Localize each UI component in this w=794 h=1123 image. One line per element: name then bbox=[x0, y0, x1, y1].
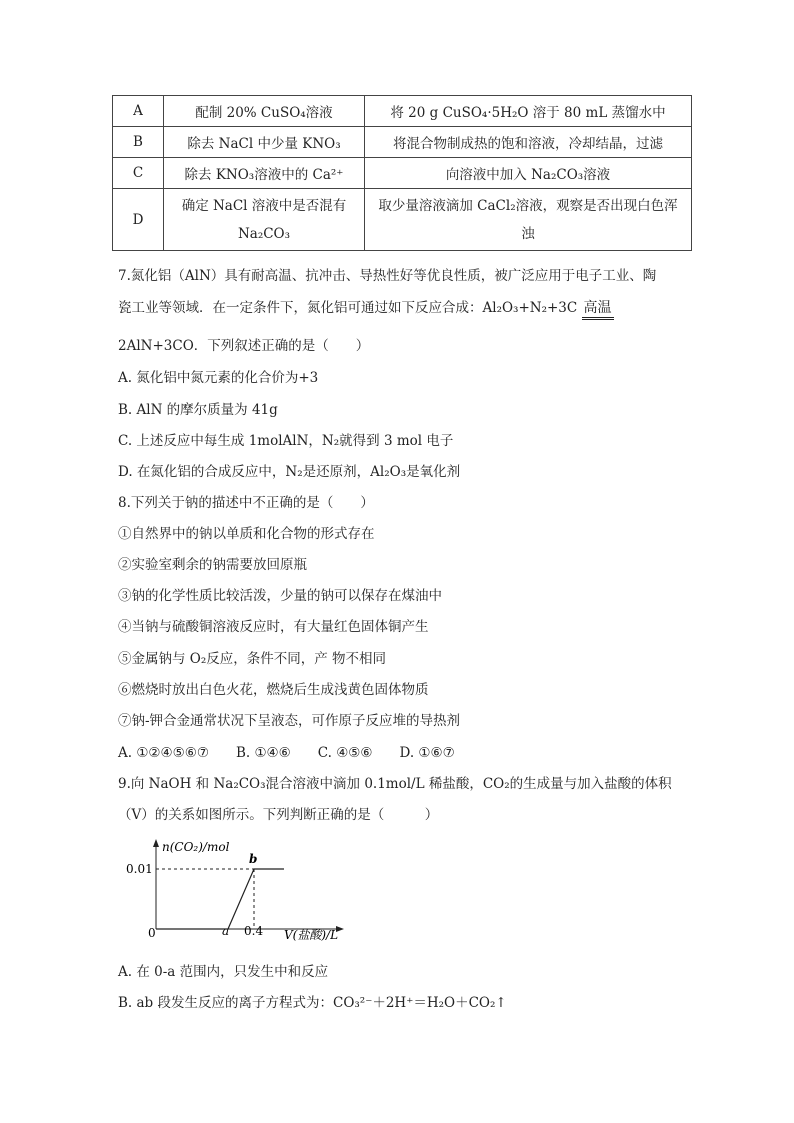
experiment-table bbox=[112, 95, 692, 251]
row-method: 向溶液中加入 Na₂CO₃溶液 bbox=[365, 158, 692, 189]
table-row bbox=[113, 96, 692, 127]
x-axis-label: V(盐酸)/L bbox=[284, 928, 339, 942]
q8-item: ④当钠与硫酸铜溶液反应时，有大量红色固体铜产生 bbox=[118, 619, 429, 635]
co2-volume-chart bbox=[118, 835, 358, 947]
q9-stem-line2: （V）的关系如图所示。下列判断正确的是（ ） bbox=[118, 807, 439, 823]
q8-item: ⑦钠-钾合金通常状况下呈液态，可作原子反应堆的导热剂 bbox=[118, 713, 461, 729]
row-method-line: 浊 bbox=[521, 225, 535, 242]
q8-item: ⑤金属钠与 O₂反应，条件不同，产 物不相同 bbox=[118, 651, 387, 667]
row-operation-line: 确定 NaCl 溶液中是否混有 bbox=[181, 197, 347, 214]
q7-option-d: D. 在氮化铝的合成反应中，N₂是还原剂，Al₂O₃是氧化剂 bbox=[118, 464, 461, 480]
q8-item: ③钠的化学性质比较活泼，少量的钠可以保存在煤油中 bbox=[118, 588, 442, 604]
row-operation: 除去 KNO₃溶液中的 Ca²⁺ bbox=[164, 158, 365, 189]
row-operation: 配制 20% CuSO₄溶液 bbox=[164, 96, 365, 127]
row-method: 将混合物制成热的饱和溶液，冷却结晶，过滤 bbox=[365, 127, 692, 158]
row-operation bbox=[164, 189, 365, 251]
row-method bbox=[365, 189, 692, 251]
q8-item: ①自然界中的钠以单质和化合物的形式存在 bbox=[118, 526, 375, 542]
row-operation-line: Na₂CO₃ bbox=[237, 225, 291, 242]
q7-stem-line2 bbox=[118, 296, 614, 320]
row-method: 将 20 g CuSO₄·5H₂O 溶于 80 mL 蒸馏水中 bbox=[365, 96, 692, 127]
q7-equation-left: 瓷工业等领域．在一定条件下，氮化铝可通过如下反应合成：Al₂O₃+N₂+3C bbox=[118, 300, 578, 316]
row-key: A bbox=[113, 96, 164, 127]
q7-option-a: A. 氮化铝中氮元素的化合价为+3 bbox=[118, 370, 319, 386]
co2-series-line bbox=[156, 869, 284, 929]
table-row bbox=[113, 127, 692, 158]
q9-stem-line1: 9.向 NaOH 和 Na₂CO₃混合溶液中滴加 0.1mol/L 稀盐酸，CO₂的生成量与加入盐酸的体积 bbox=[118, 776, 672, 792]
row-key: C bbox=[113, 158, 164, 189]
table-row bbox=[113, 189, 692, 251]
q9-option-a: A. 在 0-a 范围内，只发生中和反应 bbox=[118, 964, 329, 980]
q8-item: ⑥燃烧时放出白色火花，燃烧后生成浅黄色固体物质 bbox=[118, 682, 429, 698]
row-method-line: 取少量溶液滴加 CaCl₂溶液，观察是否出现白色浑 bbox=[378, 197, 678, 214]
table-row bbox=[113, 158, 692, 189]
q8-options: A. ①②④⑤⑥⑦ B. ①④⑥ C. ④⑤⑥ D. ①⑥⑦ bbox=[118, 745, 455, 761]
row-operation: 除去 NaCl 中少量 KNO₃ bbox=[164, 127, 365, 158]
q7-option-c: C. 上述反应中每生成 1molAlN，N₂就得到 3 mol 电子 bbox=[118, 433, 454, 449]
y-tick-label: 0.01 bbox=[126, 862, 153, 876]
y-axis-arrow bbox=[153, 839, 159, 847]
reaction-condition: 高温 bbox=[582, 299, 614, 320]
q9-option-b: B. ab 段发生反应的离子方程式为：CO₃²⁻＋2H⁺＝H₂O＋CO₂↑ bbox=[118, 995, 507, 1011]
q7-stem-line1: 7.氮化铝（AlN）具有耐高温、抗冲击、导热性好等优良性质，被广泛应用于电子工业、陶 bbox=[118, 268, 657, 284]
x-tick-label-0.4: 0.4 bbox=[244, 924, 264, 938]
q8-stem: 8.下列关于钠的描述中不正确的是（ ） bbox=[118, 495, 374, 511]
row-key: D bbox=[113, 189, 164, 251]
point-label-b: b bbox=[249, 852, 258, 866]
q7-option-b: B. AlN 的摩尔质量为 41g bbox=[118, 402, 278, 418]
q8-item: ②实验室剩余的钠需要放回原瓶 bbox=[118, 557, 307, 573]
x-tick-label-a: a bbox=[222, 924, 230, 938]
row-key: B bbox=[113, 127, 164, 158]
q7-stem-line3: 2AlN+3CO．下列叙述正确的是（ ） bbox=[118, 338, 370, 354]
y-axis-label: n(CO₂)/mol bbox=[162, 840, 230, 854]
origin-label: 0 bbox=[148, 926, 156, 940]
